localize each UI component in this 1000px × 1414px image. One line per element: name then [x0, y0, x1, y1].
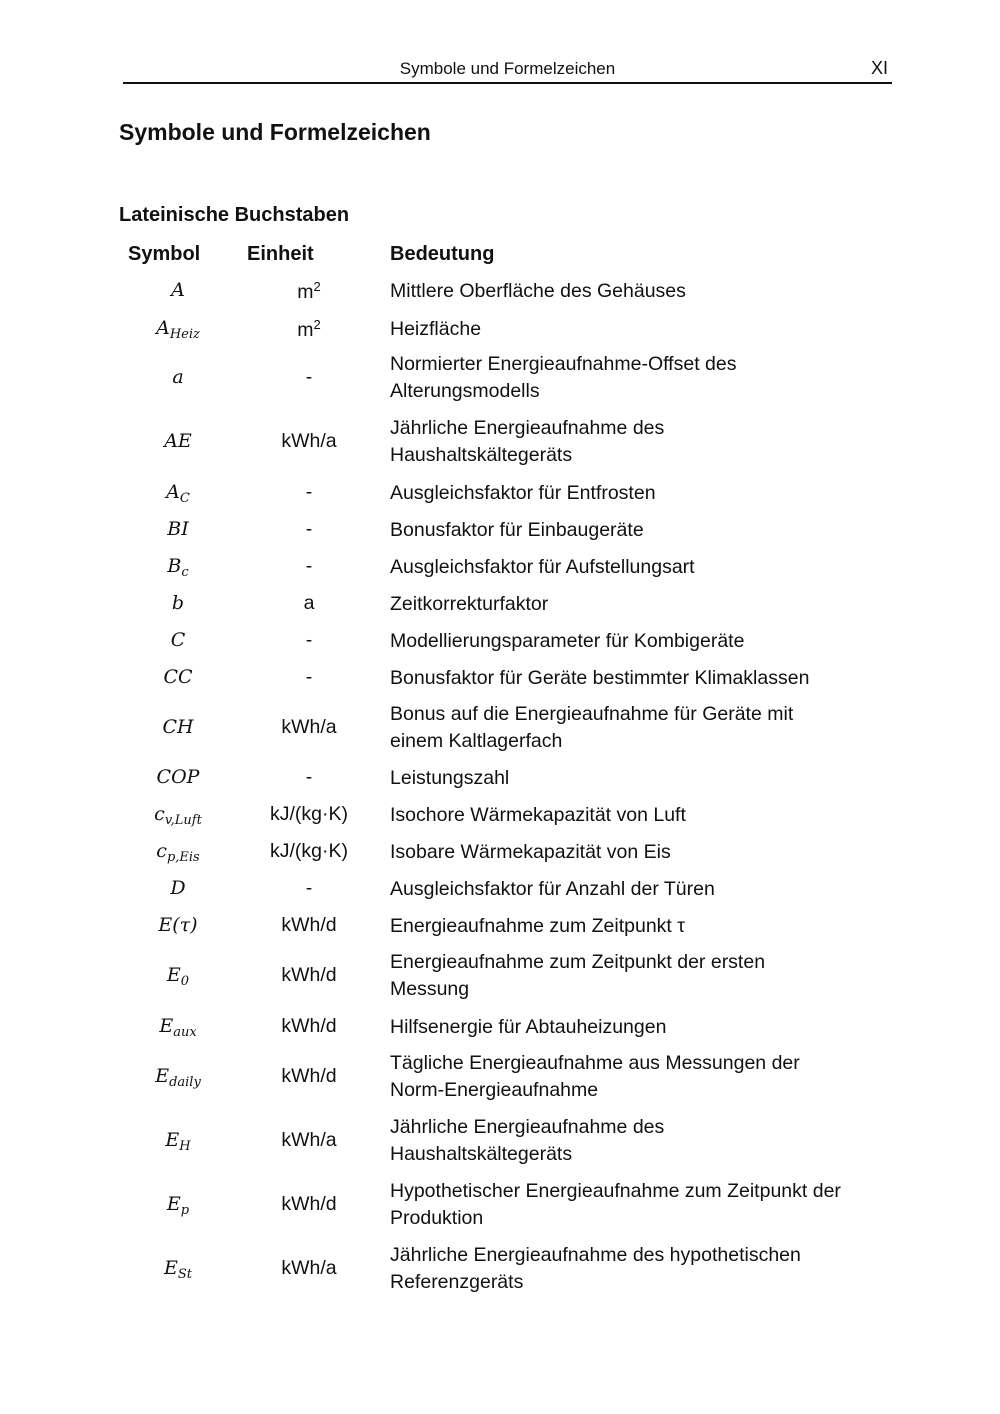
meaning-line: Normierter Energieaufnahme-Offset des — [390, 353, 737, 375]
unit-text: kWh/d — [281, 963, 337, 986]
meaning-cell — [390, 802, 880, 829]
symbol-cell — [118, 964, 238, 989]
unit-cell — [239, 964, 379, 987]
meaning-line: Produktion — [390, 1207, 484, 1229]
unit-cell — [239, 803, 379, 826]
unit-cell — [239, 317, 379, 342]
unit-text: m — [297, 319, 314, 341]
table-row — [0, 839, 1000, 866]
meaning-cell — [390, 628, 880, 655]
meaning-line: Bonusfaktor für Geräte bestimmter Klimaklassen — [390, 667, 810, 689]
column-header-unit: Einheit — [247, 243, 314, 265]
unit-cell — [239, 629, 379, 652]
unit-cell — [239, 279, 379, 304]
symbol-cell — [118, 877, 238, 899]
meaning-line: Tägliche Energieaufnahme aus Messungen der — [390, 1052, 800, 1074]
symbol-subscript: 0 — [180, 973, 190, 989]
unit-cell — [239, 1193, 379, 1216]
table-row — [0, 1242, 1000, 1296]
table-row — [0, 913, 1000, 940]
symbol-cell — [118, 803, 238, 828]
meaning-line: Hilfsenergie für Abtauheizungen — [390, 1016, 667, 1038]
meaning-cell — [390, 1114, 880, 1168]
symbol-cell — [118, 555, 238, 580]
meaning-line: Bonus auf die Energieaufnahme für Geräte mit — [390, 703, 794, 725]
meaning-line: Hypothetischer Energieaufnahme zum Zeitpunkt der — [390, 1180, 841, 1202]
table-row — [0, 949, 1000, 1003]
symbol-cell — [118, 481, 238, 506]
table-row — [0, 517, 1000, 544]
table-row — [0, 765, 1000, 792]
symbol-subscript: v,Luft — [164, 813, 202, 828]
unit-text: m — [297, 281, 314, 303]
column-header-symbol: Symbol — [128, 243, 201, 265]
unit-cell — [239, 430, 379, 453]
meaning-line: Isochore Wärmekapazität von Luft — [390, 804, 686, 826]
symbol-cell — [118, 430, 238, 452]
symbol-main: A — [166, 481, 180, 503]
symbol-main: A — [171, 279, 185, 301]
meaning-line: Norm-Energieaufnahme — [390, 1079, 599, 1101]
symbol-cell — [118, 1065, 238, 1090]
symbol-subscript: p,Eis — [166, 850, 200, 865]
symbol-main: E(τ) — [158, 914, 198, 936]
meaning-line: Haushaltskältegeräts — [390, 1143, 573, 1165]
symbol-cell — [118, 279, 238, 301]
meaning-cell — [390, 554, 880, 581]
symbol-main: BI — [167, 518, 189, 540]
symbol-main: E — [163, 1256, 178, 1279]
unit-text: - — [305, 666, 313, 688]
meaning-line: Haushaltskältegeräts — [390, 444, 573, 466]
meaning-cell — [390, 765, 880, 792]
unit-cell — [239, 1129, 379, 1152]
section-title: Lateinische Buchstaben — [119, 204, 350, 226]
meaning-cell — [390, 591, 880, 618]
unit-cell — [239, 518, 379, 541]
table-row — [0, 1014, 1000, 1041]
unit-text: kWh/d — [281, 1192, 337, 1215]
unit-exponent: 2 — [313, 279, 321, 294]
meaning-cell — [390, 1178, 880, 1232]
symbol-main: c — [156, 840, 167, 862]
symbol-main: a — [172, 365, 184, 388]
meaning-cell — [390, 701, 880, 755]
meaning-cell — [390, 876, 880, 903]
symbol-main: COP — [156, 766, 200, 788]
table-row — [0, 1178, 1000, 1232]
table-row — [0, 480, 1000, 507]
meaning-cell — [390, 1242, 880, 1296]
meaning-line: Modellierungsparameter für Kombigeräte — [390, 630, 745, 652]
unit-cell — [239, 666, 379, 689]
meaning-line: Zeitkorrekturfaktor — [390, 593, 549, 615]
symbol-main: A — [156, 317, 170, 339]
unit-cell — [239, 877, 379, 900]
unit-text: kWh/d — [281, 1015, 337, 1037]
meaning-cell — [390, 949, 880, 1003]
unit-cell — [239, 1065, 379, 1088]
meaning-cell — [390, 839, 880, 866]
unit-text: kWh/a — [281, 1128, 337, 1151]
unit-text: kWh/a — [281, 715, 337, 738]
unit-text: - — [305, 365, 313, 388]
table-row — [0, 665, 1000, 692]
table-row — [0, 278, 1000, 305]
meaning-cell — [390, 480, 880, 507]
meaning-cell — [390, 278, 880, 305]
meaning-line: Energieaufnahme zum Zeitpunkt der ersten — [390, 951, 766, 973]
unit-text: kJ/(kg·K) — [270, 840, 348, 862]
symbol-main: E — [166, 963, 181, 986]
table-row — [0, 802, 1000, 829]
meaning-cell — [390, 665, 880, 692]
unit-cell — [239, 1257, 379, 1280]
meaning-line: Bonusfaktor für Einbaugeräte — [390, 519, 644, 541]
symbol-cell — [118, 914, 238, 936]
symbol-cell — [118, 766, 238, 788]
meaning-line: einem Kaltlagerfach — [390, 730, 563, 752]
column-header-meaning: Bedeutung — [390, 243, 495, 265]
symbol-main: CH — [162, 715, 194, 738]
table-row — [0, 701, 1000, 755]
meaning-cell — [390, 517, 880, 544]
unit-text: kJ/(kg·K) — [270, 803, 348, 825]
table-row — [0, 1050, 1000, 1104]
symbol-main: D — [170, 877, 186, 899]
unit-cell — [239, 592, 379, 615]
symbol-main: c — [154, 803, 165, 825]
meaning-line: Referenzgeräts — [390, 1271, 524, 1293]
meaning-line: Ausgleichsfaktor für Entfrosten — [390, 482, 656, 504]
unit-cell — [239, 840, 379, 863]
symbol-cell — [118, 666, 238, 688]
table-row — [0, 1114, 1000, 1168]
page-number: XI — [870, 58, 888, 78]
unit-text: - — [305, 629, 313, 651]
table-row — [0, 415, 1000, 469]
meaning-line: Alterungsmodells — [390, 380, 540, 402]
symbol-cell — [118, 1193, 238, 1218]
symbol-cell — [118, 1129, 238, 1154]
symbol-main: E — [165, 1128, 180, 1151]
symbol-subscript: c — [181, 565, 189, 580]
symbol-main: E — [159, 1015, 174, 1037]
table-row — [0, 591, 1000, 618]
symbol-subscript: H — [179, 1138, 191, 1154]
unit-cell — [239, 366, 379, 389]
meaning-line: Messung — [390, 978, 470, 1000]
unit-cell — [239, 914, 379, 937]
meaning-cell — [390, 1014, 880, 1041]
meaning-cell — [390, 351, 880, 405]
meaning-line: Energieaufnahme zum Zeitpunkt τ — [390, 915, 685, 937]
unit-cell — [239, 766, 379, 789]
symbol-subscript: C — [179, 491, 190, 506]
meaning-cell — [390, 316, 880, 343]
symbol-subscript: St — [177, 1266, 192, 1282]
symbol-cell — [118, 1257, 238, 1282]
meaning-line: Jährliche Energieaufnahme des hypothetischen — [390, 1244, 801, 1266]
symbol-subscript: p — [180, 1202, 190, 1218]
unit-text: - — [305, 518, 313, 540]
unit-cell — [239, 481, 379, 504]
running-header-title: Symbole und Formelzeichen — [399, 59, 616, 78]
symbol-main: B — [167, 555, 182, 577]
meaning-line: Jährliche Energieaufnahme des — [390, 1116, 665, 1138]
symbol-cell — [118, 629, 238, 651]
meaning-line: Isobare Wärmekapazität von Eis — [390, 841, 671, 863]
unit-cell — [239, 1015, 379, 1038]
symbol-cell — [118, 1015, 238, 1040]
meaning-line: Heizfläche — [390, 318, 482, 340]
meaning-line: Ausgleichsfaktor für Aufstellungsart — [390, 556, 695, 578]
symbol-main: AE — [164, 429, 192, 452]
meaning-line: Mittlere Oberfläche des Gehäuses — [390, 280, 686, 302]
symbol-main: CC — [163, 666, 193, 688]
meaning-line: Ausgleichsfaktor für Anzahl der Türen — [390, 878, 715, 900]
meaning-line: Leistungszahl — [390, 767, 510, 789]
unit-text: kWh/d — [281, 914, 337, 936]
meaning-line: Jährliche Energieaufnahme des — [390, 417, 665, 439]
table-row — [0, 554, 1000, 581]
symbol-cell — [118, 366, 238, 388]
meaning-cell — [390, 415, 880, 469]
meaning-cell — [390, 913, 880, 940]
meaning-cell — [390, 1050, 880, 1104]
symbol-cell — [118, 518, 238, 540]
symbol-main: C — [170, 629, 186, 651]
table-row — [0, 628, 1000, 655]
unit-text: - — [305, 481, 313, 503]
symbol-main: E — [155, 1064, 170, 1087]
table-row — [0, 316, 1000, 343]
unit-text: - — [305, 766, 313, 788]
unit-text: kWh/a — [281, 1256, 337, 1279]
symbol-main: b — [171, 592, 185, 614]
unit-text: kWh/d — [281, 1064, 337, 1087]
unit-text: kWh/a — [281, 429, 337, 452]
symbol-cell — [118, 840, 238, 865]
running-header — [123, 58, 892, 84]
unit-exponent: 2 — [313, 317, 321, 332]
unit-text: - — [305, 877, 313, 899]
symbol-cell — [118, 317, 238, 342]
unit-text: a — [303, 592, 315, 614]
unit-cell — [239, 716, 379, 739]
chapter-title: Symbole und Formelzeichen — [119, 119, 431, 145]
unit-text: - — [305, 555, 313, 577]
symbol-cell — [118, 592, 238, 614]
symbol-cell — [118, 716, 238, 738]
symbol-subscript: daily — [169, 1074, 201, 1090]
symbol-subscript: aux — [173, 1025, 197, 1040]
symbol-main: E — [166, 1192, 181, 1215]
symbol-subscript: Heiz — [169, 327, 200, 342]
table-row — [0, 876, 1000, 903]
unit-cell — [239, 555, 379, 578]
table-row — [0, 351, 1000, 405]
